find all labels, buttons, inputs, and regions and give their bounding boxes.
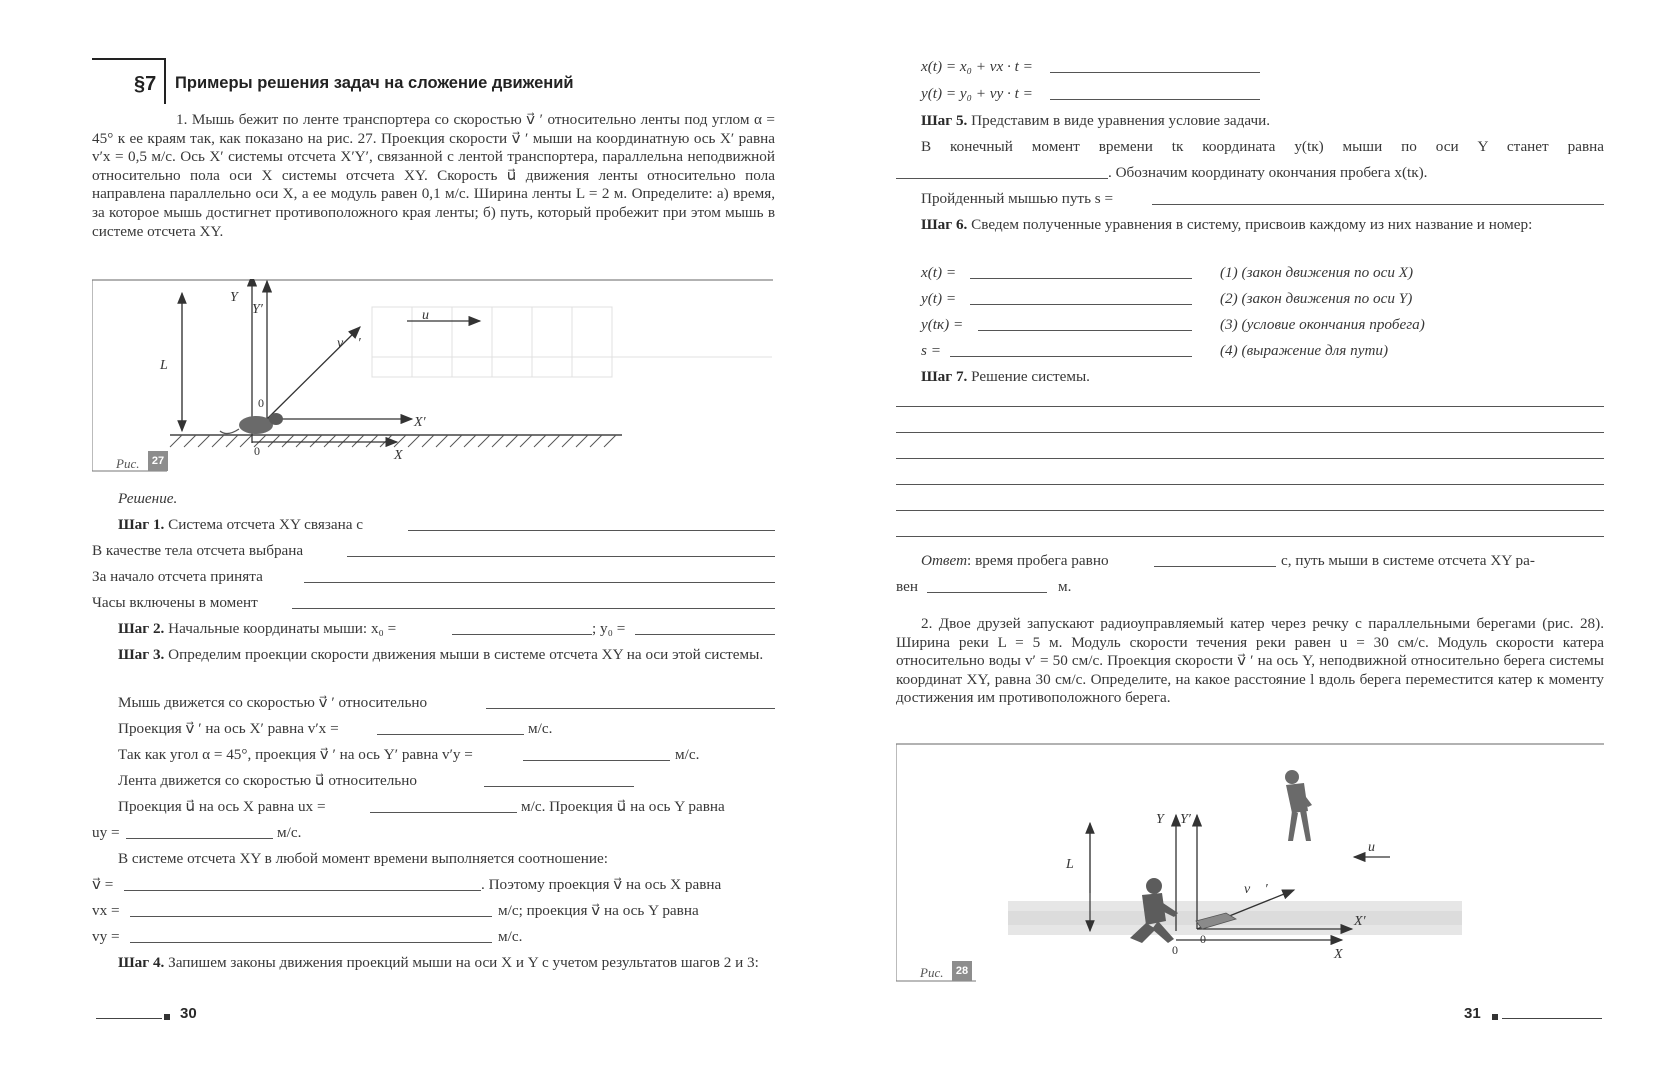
fig28-label-Yp: Y′ (1180, 812, 1191, 827)
fig27-label-L: L (160, 358, 168, 373)
solution-blank-1[interactable] (896, 406, 1604, 407)
standing-person-illustration (1285, 770, 1312, 841)
ux-line: Проекция u⃗ на ось X равна ux = (118, 798, 326, 815)
figure-28-drawing (896, 743, 1604, 983)
vy-line: vy = (92, 928, 120, 945)
clock-line: Часы включены в момент (92, 594, 258, 611)
eq4-label: s = (921, 342, 941, 359)
relation-line: В системе отсчета XY в любой момент времени выполняется соотношение: (118, 850, 608, 867)
answer-text-3: вен (896, 578, 918, 595)
origin-line: За начало отсчета принята (92, 568, 263, 585)
eq1-blank[interactable] (970, 278, 1192, 279)
fig28-label-Y: Y (1156, 812, 1164, 827)
final-y-blank[interactable] (896, 178, 1108, 179)
y0-label: ; y₀ = (592, 620, 626, 637)
eq1-note: (1) (закон движения по оси X) (1220, 264, 1414, 281)
fig27-label-zero2: 0 (254, 444, 260, 458)
answer-line (921, 551, 1109, 570)
section-number: §7 (134, 73, 157, 95)
step-4-label: Шаг 4. (118, 954, 165, 971)
page-number-left: 30 (180, 1005, 197, 1022)
answer-path-blank[interactable] (927, 592, 1047, 593)
answer-text-2: с, путь мыши в системе отсчета XY ра- (1281, 552, 1535, 569)
v-blank[interactable] (124, 890, 481, 891)
step-5-label: Шаг 5. (921, 112, 968, 129)
right-footer-rule (1502, 1018, 1602, 1019)
step-3-text (92, 645, 775, 664)
step-2-line (118, 619, 396, 638)
tape-moves-blank[interactable] (484, 786, 634, 787)
fig28-label-zero2: 0 (1172, 943, 1178, 957)
y0-blank[interactable] (635, 634, 775, 635)
solution-blank-6[interactable] (896, 536, 1604, 537)
origin-blank[interactable] (304, 582, 775, 583)
uy-blank[interactable] (126, 838, 273, 839)
denote-line: . Обозначим координату окончания пробега x(tк). (1108, 164, 1428, 181)
step-7-line (921, 367, 1090, 386)
step-7-label: Шаг 7. (921, 368, 968, 385)
step-1-line (118, 515, 363, 534)
step-3-label: Шаг 3. (118, 646, 165, 663)
step-6-label: Шаг 6. (921, 216, 968, 233)
eq3-note: (3) (условие окончания пробега) (1220, 316, 1425, 333)
eq4-note: (4) (выражение для пути) (1220, 342, 1389, 359)
step-4-body: Запишем законы движения проекций мыши на оси X и Y с учетом результатов шагов 2 и 3: (164, 954, 759, 971)
answer-time-blank[interactable] (1154, 566, 1276, 567)
step-1-text: Система отсчета XY связана с (164, 516, 363, 533)
fig27-label-vp: v⃗ ′ (337, 336, 361, 351)
tape-moves-line: Лента движется со скоростью u⃗ относительно (118, 772, 417, 789)
fig27-label-Xp: X′ (414, 415, 426, 430)
problem-1-text: 1. Мышь бежит по ленте транспортера со скоростью v⃗ ′ относительно ленты под углом α = 45° к ее краям так, как показано на рис. 27. Проекция скорости v⃗ ′ мыши на координатную ось X′ равна v′x = 0,5 м/с. Ось X′ системы отсчета X′Y′, связанной с лентой транспортера, параллельна неподвижной относительно пола оси X системы отсчета XY. Скорость u⃗ движения ленты относительно пола направлена параллельно оси X, а ее модуль равен 0,1 м/с. Ширина ленты L = 2 м. Определите: а) время, за которое мышь достигнет противоположного края ленты; б) путь, который пробежит при этом мышь в системе отсчета XY. (92, 111, 775, 240)
reference-body-line: В качестве тела отсчета выбрана (92, 542, 304, 559)
fig27-label-X: X (394, 448, 403, 463)
answer-text-1: : время пробега равно (967, 552, 1109, 569)
ux-blank[interactable] (370, 812, 517, 813)
left-footer-square (164, 1014, 170, 1020)
vy-blank[interactable] (130, 942, 492, 943)
xt-blank[interactable] (1050, 72, 1260, 73)
angle-line: Так как угол α = 45°, проекция v⃗ ′ на ось Y′ равна v′y = (118, 746, 473, 763)
vpy-blank[interactable] (523, 760, 670, 761)
fig28-number: 28 (952, 961, 972, 981)
answer-text-4: м. (1058, 578, 1072, 595)
fig27-label-u: u⃗ (422, 308, 440, 323)
solution-label: Решение. (118, 490, 178, 507)
section-number-box (92, 58, 166, 104)
figure-27-drawing (92, 279, 773, 473)
page-number-right: 31 (1464, 1005, 1481, 1022)
final-moment-line: В конечный момент времени tк координата y(tк) мыши по оси Y станет равна (921, 138, 1604, 155)
v-line: v⃗ = (92, 876, 114, 893)
yt-line: y(t) = y₀ + vy · t = (921, 85, 1033, 102)
problem-2-text: 2. Двое друзей запускают радиоуправляемый катер через речку с параллельными берегами (рис. 28). Ширина реки L = 5 м. Модуль скорости течения реки равен u = 30 см/с. Модуль скорости катера относительно воды v′ = 50 см/с. Проекция скорости v⃗ ′ на ось Y, неподвижной относительно берега системы координат XY, равна 30 см/с. Определите, на какое расстояние l вдоль берега переместится катер к моменту достижения им противоположного берега. (896, 615, 1604, 707)
vx-line: vx = (92, 902, 120, 919)
projection-vpx-line: Проекция v⃗ ′ на ось X′ равна v′x = (118, 720, 339, 737)
mouse-moves-blank[interactable] (486, 708, 775, 709)
step-6-body: Сведем полученные уравнения в систему, присвоив каждому из них название и номер: (967, 216, 1533, 233)
solution-blank-3[interactable] (896, 458, 1604, 459)
step-7-text: Решение системы. (967, 368, 1090, 385)
eq2-label: y(t) = (921, 290, 957, 307)
step-3-body: Определим проекции скорости движения мыши в системе отсчета XY на оси этой системы. (164, 646, 764, 663)
path-line: Пройденный мышью путь s = (921, 190, 1114, 207)
yt-blank[interactable] (1050, 99, 1260, 100)
vx-tail: м/с; проекция v⃗ на ось Y равна (498, 902, 699, 919)
step-2-label: Шаг 2. (118, 620, 165, 637)
vx-blank[interactable] (130, 916, 492, 917)
ux-tail: м/с. Проекция u⃗ на ось Y равна (521, 798, 725, 815)
step-4-text (92, 953, 775, 972)
fig27-caption: Рис. (116, 456, 140, 471)
fig28-label-X: X (1334, 947, 1343, 962)
step-2-text: Начальные координаты мыши: x₀ = (164, 620, 397, 637)
fig28-label-vp: v⃗ ′ (1244, 882, 1268, 897)
step-1-blank[interactable] (408, 530, 775, 531)
fig27-label-Y: Y (230, 290, 238, 305)
vpy-unit: м/с. (675, 746, 700, 763)
vpx-unit: м/с. (528, 720, 553, 737)
eq1-label: x(t) = (921, 264, 957, 281)
eq2-note: (2) (закон движения по оси Y) (1220, 290, 1413, 307)
step-1-label: Шаг 1. (118, 516, 165, 533)
vy-unit: м/с. (498, 928, 523, 945)
fig27-label-zero: 0 (258, 396, 264, 410)
solution-blank-2[interactable] (896, 432, 1604, 433)
right-footer-square (1492, 1014, 1498, 1020)
right-page (832, 0, 1664, 1080)
clock-blank[interactable] (292, 608, 775, 609)
left-footer-rule (96, 1018, 162, 1019)
fig28-label-L: L (1066, 857, 1074, 872)
fig28-label-u: u⃗ (1368, 840, 1386, 855)
step-5-text: Представим в виде уравнения условие задачи. (967, 112, 1271, 129)
mouse-moves-line: Мышь движется со скоростью v⃗ ′ относительно (118, 694, 428, 711)
uy-unit: м/с. (277, 824, 302, 841)
fig28-label-zero: 0 (1200, 932, 1206, 946)
uy-line: uy = (92, 824, 120, 841)
eq2-blank[interactable] (970, 304, 1192, 305)
eq3-blank[interactable] (978, 330, 1192, 331)
figure-27 (92, 279, 773, 473)
step-6-text (896, 215, 1604, 234)
step-5-line (921, 111, 1270, 130)
x0-blank[interactable] (452, 634, 592, 635)
solution-blank-5[interactable] (896, 510, 1604, 511)
fig28-caption: Рис. (920, 965, 944, 980)
reference-body-blank[interactable] (347, 556, 775, 557)
fig28-label-Xp: X′ (1354, 914, 1366, 929)
fig27-label-Yp: Y′ (252, 302, 263, 317)
eq3-label: y(tк) = (921, 316, 964, 333)
figure-28 (896, 743, 1604, 983)
v-tail: . Поэтому проекция v⃗ на ось X равна (481, 876, 722, 893)
path-blank[interactable] (1152, 204, 1604, 205)
vpx-blank[interactable] (377, 734, 524, 735)
answer-label: Ответ (921, 552, 968, 569)
xt-line: x(t) = x₀ + vx · t = (921, 58, 1033, 75)
eq4-blank[interactable] (950, 356, 1192, 357)
fig27-number: 27 (148, 451, 168, 471)
solution-blank-4[interactable] (896, 484, 1604, 485)
section-title: Примеры решения задач на сложение движений (175, 74, 574, 92)
